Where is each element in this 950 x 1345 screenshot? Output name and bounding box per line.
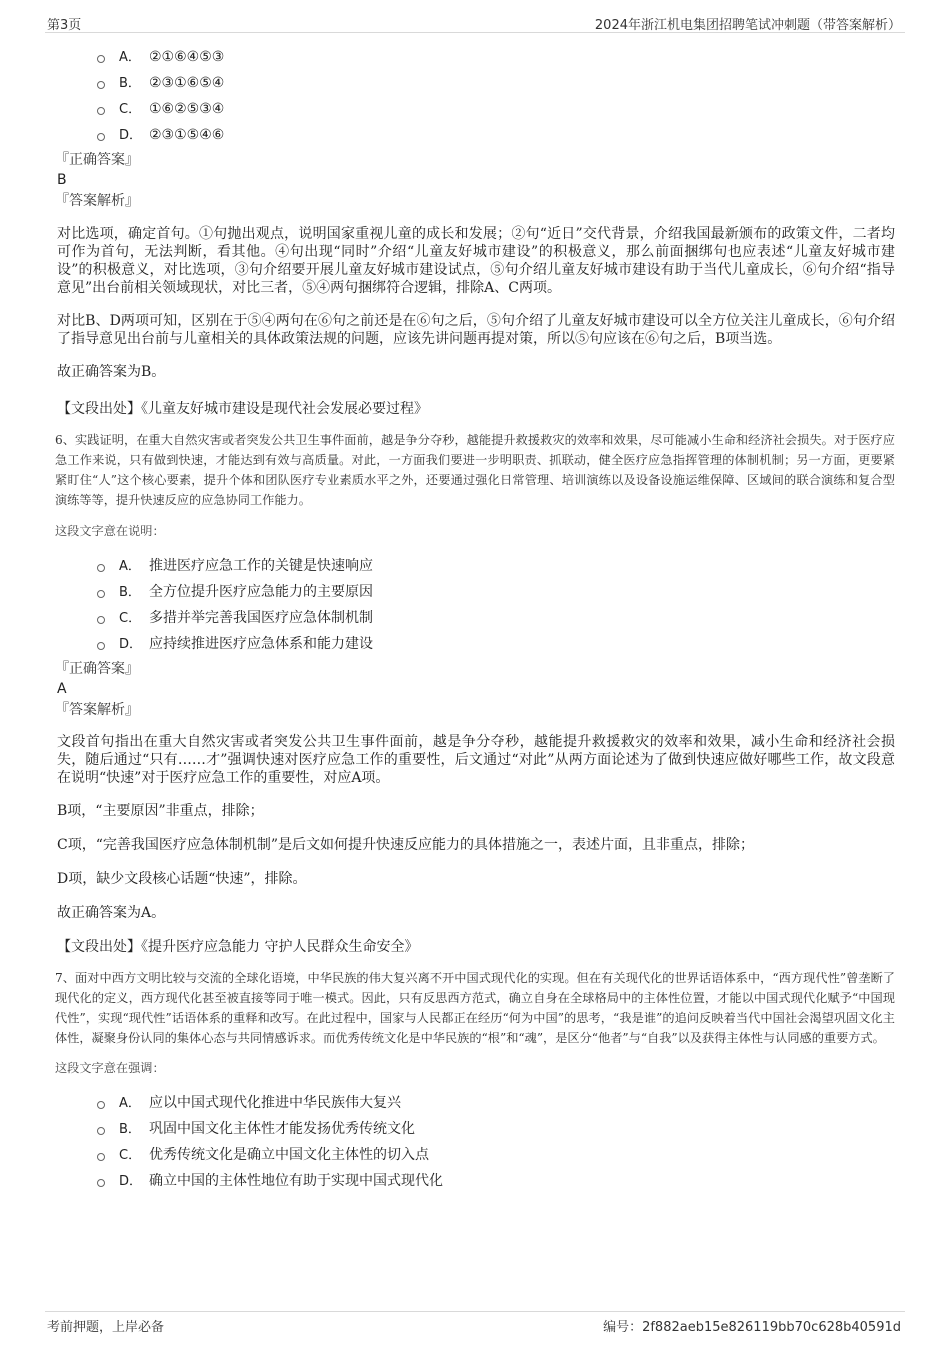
q7-option-c[interactable]: C． 优秀传统文化是确立中国文化主体性的切入点	[55, 1142, 895, 1168]
q5-options	[55, 44, 895, 148]
q6-analysis-paragraph: 故正确答案为A。	[57, 905, 166, 921]
q5-option-b[interactable]: B． ②③①⑥⑤④	[55, 70, 895, 96]
q5-source: 【文段出处】《儿童友好城市建设是现代社会发展必要过程》	[57, 401, 428, 417]
q5-option-a[interactable]: A． ②①⑥④⑤③	[55, 44, 895, 70]
q7-options	[55, 1090, 895, 1194]
q7-option-d[interactable]: D． 确立中国的主体性地位有助于实现中国式现代化	[55, 1168, 895, 1194]
document-code	[603, 1316, 901, 1335]
radio-icon[interactable]	[97, 564, 105, 572]
q7-prompt: 这段文字意在强调：	[55, 1061, 165, 1075]
radio-icon[interactable]	[97, 1101, 105, 1109]
q7-question-text: 7、面对中西方文明比较与交流的全球化语境，中华民族的伟大复兴离不开中国式现代化的实现。但在有关现代化的世界话语体系中，“西方现代性”曾垄断了现代化的定义，西方现代化甚至被直接等同于唯一模式。因此，只有反思西方范式，确立自身在全球格局中的主体性位置，才能以中国式现代化赋予“中国现代性”，实现“现代性”话语体系的重释和改写。在此过程中，国家与人民都正在经历“何为中国”的思考，“我是谁”的追问反映着当代中国社会渴望巩固文化主体性，凝聚身份认同的集体心态与共同情感诉求。而优秀传统文化是中华民族的“根”和“魂”，是区分“他者”与“自我”以及获得主体性与认同感的重要方式。	[55, 971, 895, 1045]
q6-prompt: 这段文字意在说明：	[55, 524, 165, 538]
radio-icon[interactable]	[97, 1153, 105, 1161]
radio-icon[interactable]	[97, 55, 105, 63]
q6-option-d[interactable]: D． 应持续推进医疗应急体系和能力建设	[55, 631, 895, 657]
footer-slogan: 考前押题，上岸必备	[47, 1320, 165, 1335]
page-footer	[45, 1311, 905, 1336]
q7-option-b[interactable]: B． 巩固中国文化主体性才能发扬优秀传统文化	[55, 1116, 895, 1142]
q6-answer: A	[57, 681, 67, 697]
q6-option-b[interactable]: B． 全方位提升医疗应急能力的主要原因	[55, 579, 895, 605]
page-content	[55, 44, 895, 1194]
page-number: 第3页	[47, 18, 82, 33]
code-value: 2f882aeb15e826119bb70c628b40591d	[642, 1320, 901, 1335]
radio-icon[interactable]	[97, 107, 105, 115]
q5-answer-label: 『正确答案』	[55, 152, 139, 168]
radio-icon[interactable]	[97, 642, 105, 650]
q6-analysis-paragraph: C项，“完善我国医疗应急体制机制”是后文如何提升快速反应能力的具体措施之一，表述片面，且非重点，排除；	[57, 837, 755, 853]
radio-icon[interactable]	[97, 81, 105, 89]
q7-option-a[interactable]: A． 应以中国式现代化推进中华民族伟大复兴	[55, 1090, 895, 1116]
q6-analysis-paragraph: 文段首句指出在重大自然灾害或者突发公共卫生事件面前，越是争分夺秒，越能提升救援救灾的效率和效果，减小生命和经济社会损失，随后通过“只有……才”强调快速对医疗应急工作的重要性，后文通过“对此”从两方面论述为了做到快速应做好哪些工作，故文段意在说明“快速”对于医疗应急工作的重要性，对应A项。	[57, 734, 895, 786]
q6-source: 【文段出处】《提升医疗应急能力 守护人民群众生命安全》	[57, 939, 419, 955]
radio-icon[interactable]	[97, 1179, 105, 1187]
radio-icon[interactable]	[97, 616, 105, 624]
radio-icon[interactable]	[97, 133, 105, 141]
q6-question-text: 6、实践证明，在重大自然灾害或者突发公共卫生事件面前，越是争分夺秒，越能提升救援救灾的效率和效果，尽可能减小生命和经济社会损失。对于医疗应急工作来说，只有做到快速，才能达到有效与高质量。对此，一方面我们要进一步明职责、抓联动，健全医疗应急指挥管理的体制机制；另一方面，更要紧紧盯住“人”这个核心要素，提升个体和团队医疗专业素质水平之外，还要通过强化日常管理、培训演练以及设备设施运维保障、区域间的联合演练和复合型演练等等，提升快速反应的应急协同工作能力。	[55, 433, 895, 507]
q5-analysis-paragraph: 对比B、D两项可知，区别在于⑤④两句在⑥句之前还是在⑥句之后，⑤句介绍了儿童友好城市建设可以全方位关注儿童成长，⑥句介绍了指导意见出台前与儿童相关的具体政策法规的问题，应该先讲问题再提对策，所以⑤句应该在⑥句之后，B项当选。	[57, 313, 895, 347]
q6-answer-label: 『正确答案』	[55, 661, 139, 677]
document-title: 2024年浙江机电集团招聘笔试冲刺题（带答案解析）	[594, 18, 901, 33]
q5-option-c[interactable]: C． ①⑥②⑤③④	[55, 96, 895, 122]
page-header	[45, 12, 905, 33]
q6-option-a[interactable]: A． 推进医疗应急工作的关键是快速响应	[55, 553, 895, 579]
radio-icon[interactable]	[97, 590, 105, 598]
q6-analysis-label: 『答案解析』	[55, 702, 139, 718]
q5-option-d[interactable]: D． ②③①⑤④⑥	[55, 122, 895, 148]
q6-analysis-paragraph: D项，缺少文段核心话题“快速”，排除。	[57, 871, 307, 887]
q5-analysis-label: 『答案解析』	[55, 193, 139, 209]
code-label: 编号：	[603, 1320, 643, 1335]
q5-answer: B	[57, 172, 67, 188]
q5-analysis-paragraph: 对比选项，确定首句。①句抛出观点，说明国家重视儿童的成长和发展；②句“近日”交代背景，介绍我国最新颁布的政策文件，二者均可作为首句，无法判断，看其他。④句出现“同时”介绍“儿童友好城市建设”的积极意义，那么前面捆绑句也应表述“儿童友好城市建设”的积极意义，对比选项，③句介绍要开展儿童友好城市建设试点，⑤句介绍儿童友好城市建设有助于当代儿童成长，⑥句介绍“指导意见”出台前相关领域现状，对比三者，⑤④两句捆绑符合逻辑，排除A、C两项。	[57, 226, 895, 296]
q6-analysis-paragraph: B项，“主要原因”非重点，排除；	[57, 803, 264, 819]
q6-option-c[interactable]: C． 多措并举完善我国医疗应急体制机制	[55, 605, 895, 631]
q5-analysis-paragraph: 故正确答案为B。	[57, 364, 166, 380]
radio-icon[interactable]	[97, 1127, 105, 1135]
q6-options	[55, 553, 895, 657]
